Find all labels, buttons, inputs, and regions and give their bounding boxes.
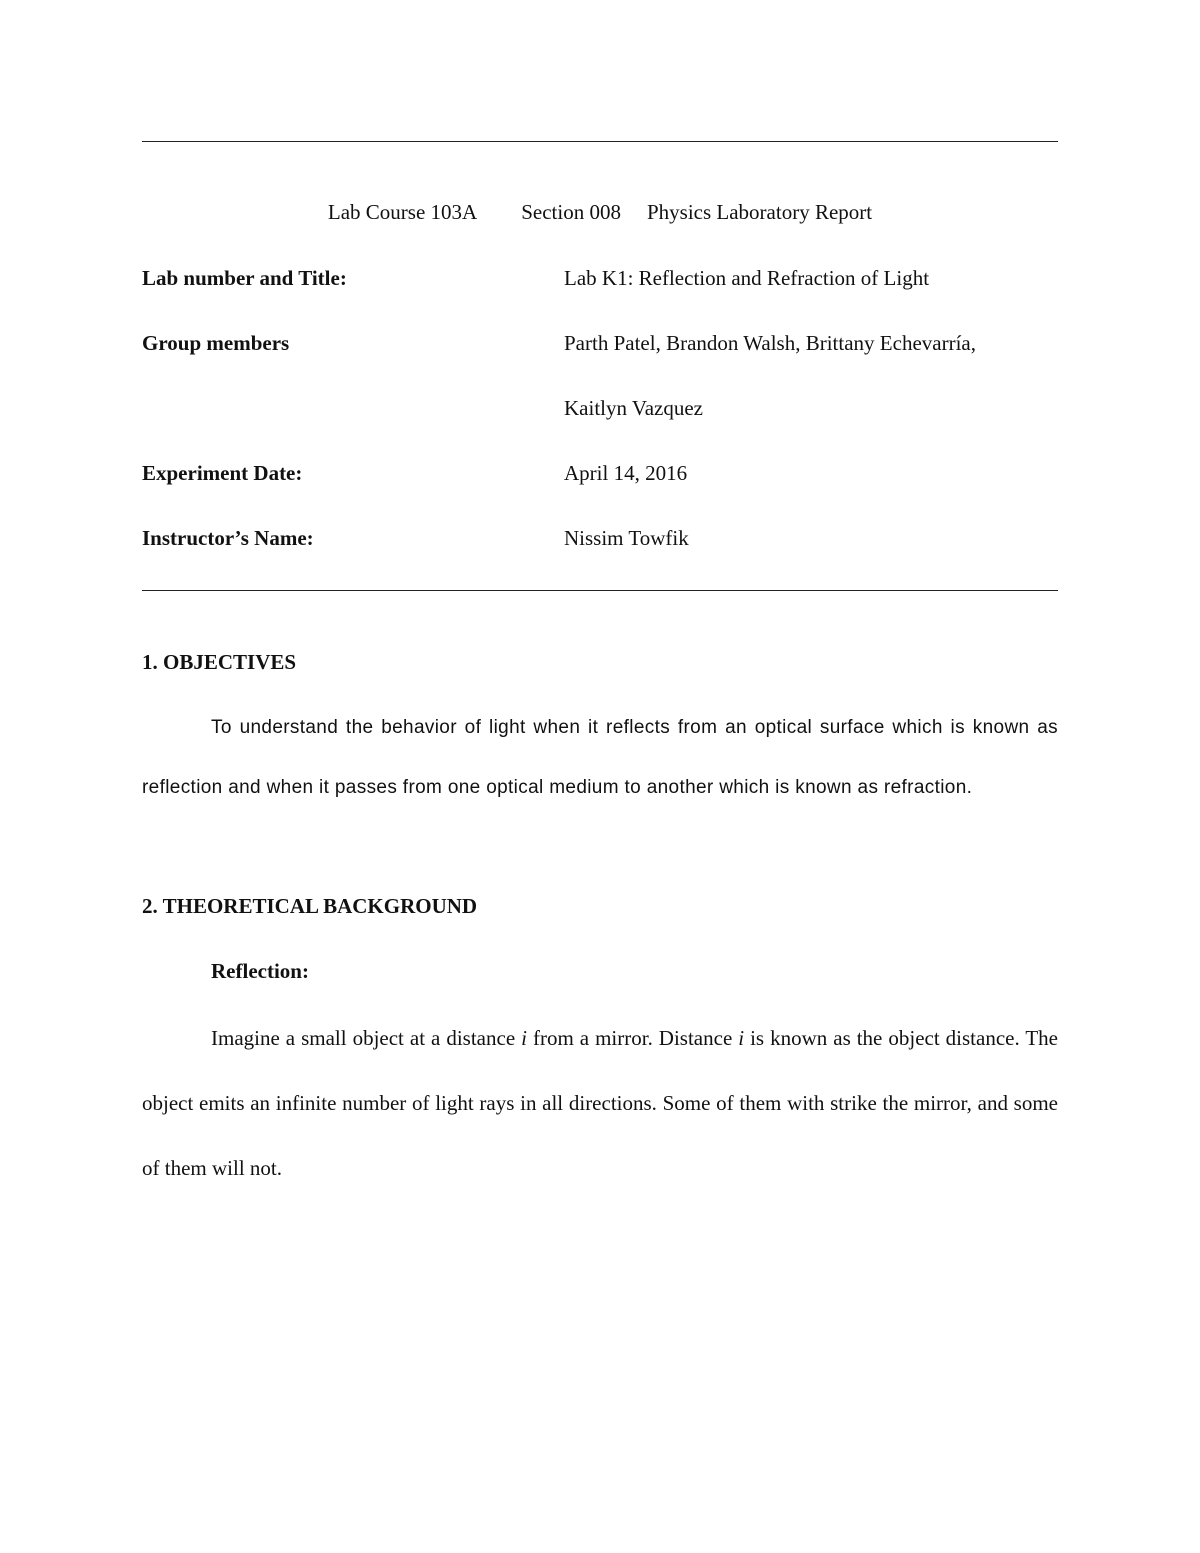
lab-title-row [142, 266, 1058, 296]
lab-title-label: Lab number and Title: [142, 266, 347, 290]
report-header [0, 200, 1200, 225]
lab-title-value: Lab K1: Reflection and Refraction of Light [564, 266, 930, 290]
reflection-text-part1: Imagine a small object at a distance [211, 1026, 522, 1050]
instructor-label: Instructor’s Name: [142, 526, 314, 550]
group-members-value-line2: Kaitlyn Vazquez [564, 396, 703, 420]
variable-i: i [521, 1026, 527, 1050]
reflection-text-part3: is known as the object distance. The object emits an infinite number of light rays in all directions. Some of them with strike the mirror, and some of them will not. [142, 1026, 1058, 1180]
group-members-row-continued [142, 396, 1058, 426]
group-members-row [142, 331, 1058, 361]
reflection-heading: Reflection: [211, 959, 309, 983]
reflection-text-part2: from a mirror. Distance [526, 1026, 739, 1050]
instructor-value: Nissim Towfik [564, 526, 689, 550]
group-members-label: Group members [142, 331, 290, 355]
bottom-divider [142, 590, 1058, 591]
report-title: Physics Laboratory Report [646, 200, 873, 224]
objectives-paragraph [142, 698, 1058, 817]
experiment-date-row [142, 461, 1058, 491]
experiment-date-value: April 14, 2016 [564, 461, 688, 485]
group-members-value-line1: Parth Patel, Brandon Walsh, Brittany Echevarría, [564, 331, 976, 355]
top-divider [142, 141, 1058, 142]
theoretical-background-heading: 2. THEORETICAL BACKGROUND [142, 894, 478, 918]
objectives-text: To understand the behavior of light when it reflects from an optical surface which is known as reflection and when it passes from one optical medium to another which is known as refraction. [142, 717, 1058, 798]
objectives-heading: 1. OBJECTIVES [142, 650, 297, 674]
variable-i: i [738, 1026, 745, 1050]
section-label: Section 008 [521, 200, 621, 224]
instructor-row [142, 526, 1058, 556]
reflection-paragraph [142, 1006, 1058, 1201]
experiment-date-label: Experiment Date: [142, 461, 303, 485]
course-label: Lab Course 103A [327, 200, 478, 224]
